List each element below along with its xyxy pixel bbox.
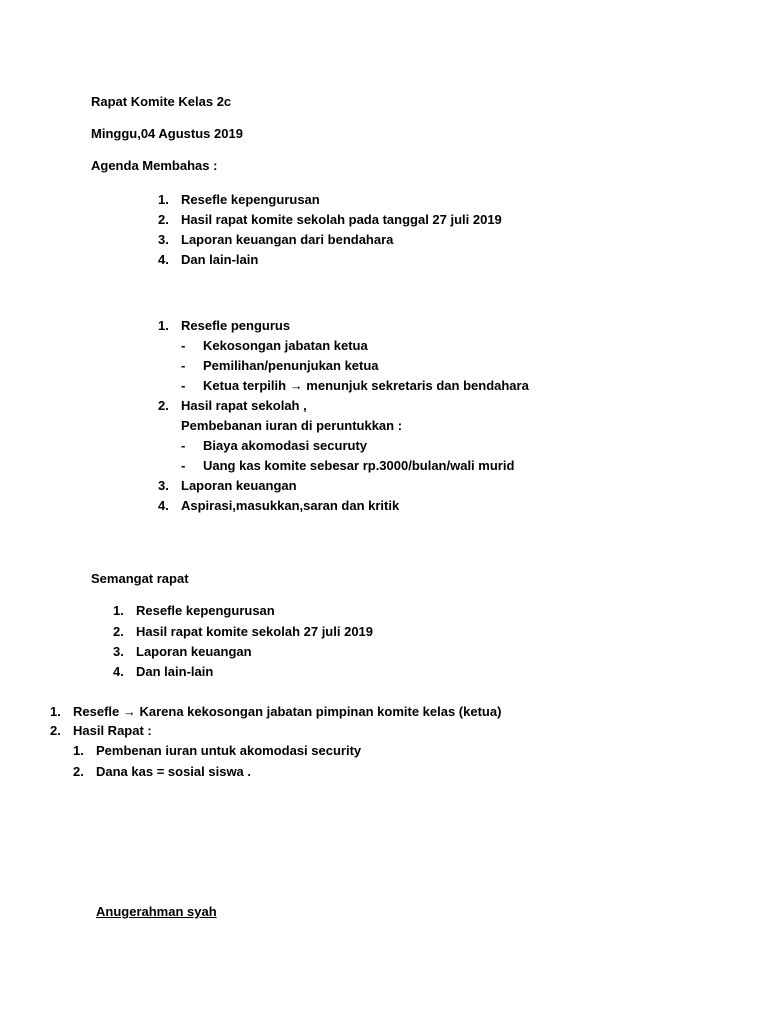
semangat-item-number: 1. bbox=[113, 603, 124, 618]
discussion-item-number: 4. bbox=[158, 498, 169, 513]
document-title: Rapat Komite Kelas 2c bbox=[91, 94, 232, 109]
agenda-item-number: 2. bbox=[158, 212, 169, 227]
bullet-dash: - bbox=[181, 338, 186, 353]
arrow-right-icon: → bbox=[289, 378, 303, 393]
agenda-item-text: Dan lain-lain bbox=[181, 252, 259, 267]
bullet-dash: - bbox=[181, 378, 186, 393]
agenda-label: Agenda Membahas : bbox=[91, 158, 218, 173]
signature-name: Anugerahman syah bbox=[96, 904, 217, 919]
result-sub-number: 2. bbox=[73, 764, 84, 779]
result-item-text: Hasil Rapat : bbox=[73, 723, 152, 738]
semangat-label: Semangat rapat bbox=[91, 571, 189, 586]
discussion-item-number: 2. bbox=[158, 398, 169, 413]
semangat-item-text: Laporan keuangan bbox=[136, 644, 252, 659]
agenda-item-number: 1. bbox=[158, 192, 169, 207]
bullet-dash: - bbox=[181, 358, 186, 373]
sub-item-text bbox=[203, 378, 529, 394]
agenda-item-number: 4. bbox=[158, 252, 169, 267]
discussion-item-number: 1. bbox=[158, 318, 169, 333]
discussion-item-text: Laporan keuangan bbox=[181, 478, 297, 493]
agenda-item-text: Resefle kepengurusan bbox=[181, 192, 320, 207]
bullet-dash: - bbox=[181, 438, 186, 453]
semangat-item-text: Hasil rapat komite sekolah 27 juli 2019 bbox=[136, 624, 374, 639]
arrow-right-icon: → bbox=[122, 704, 136, 719]
result-item-number: 1. bbox=[50, 704, 61, 719]
sub-item-text: Pemilihan/penunjukan ketua bbox=[203, 358, 379, 373]
discussion-item-text-line2: Pembebanan iuran di peruntukkan : bbox=[181, 418, 403, 433]
meeting-date: Minggu,04 Agustus 2019 bbox=[91, 126, 243, 141]
agenda-item-text: Laporan keuangan dari bendahara bbox=[181, 232, 394, 247]
discussion-item-number: 3. bbox=[158, 478, 169, 493]
sub-item-text-before: Ketua terpilih bbox=[203, 378, 290, 393]
semangat-item-text: Dan lain-lain bbox=[136, 664, 214, 679]
sub-item-text: Uang kas komite sebesar rp.3000/bulan/wali murid bbox=[203, 458, 515, 473]
bullet-dash: - bbox=[181, 458, 186, 473]
discussion-item-text: Resefle pengurus bbox=[181, 318, 291, 333]
discussion-item-text: Aspirasi,masukkan,saran dan kritik bbox=[181, 498, 400, 513]
discussion-item-text: Hasil rapat sekolah , bbox=[181, 398, 307, 413]
result-sub-text: Pembenan iuran untuk akomodasi security bbox=[96, 743, 362, 758]
result-text-before: Resefle bbox=[73, 704, 123, 719]
result-item-number: 2. bbox=[50, 723, 61, 738]
result-sub-number: 1. bbox=[73, 743, 84, 758]
semangat-item-number: 4. bbox=[113, 664, 124, 679]
sub-item-text-after: menunjuk sekretaris dan bendahara bbox=[302, 378, 529, 393]
semangat-item-number: 2. bbox=[113, 624, 124, 639]
sub-item-text: Kekosongan jabatan ketua bbox=[203, 338, 368, 353]
agenda-item-text: Hasil rapat komite sekolah pada tanggal 27 juli 2019 bbox=[181, 212, 502, 227]
result-text-after: Karena kekosongan jabatan pimpinan komite kelas (ketua) bbox=[135, 704, 502, 719]
sub-item-text: Biaya akomodasi securuty bbox=[203, 438, 368, 453]
result-sub-text: Dana kas = sosial siswa . bbox=[96, 764, 252, 779]
semangat-item-text: Resefle kepengurusan bbox=[136, 603, 275, 618]
result-item-text bbox=[73, 704, 501, 720]
semangat-item-number: 3. bbox=[113, 644, 124, 659]
agenda-item-number: 3. bbox=[158, 232, 169, 247]
